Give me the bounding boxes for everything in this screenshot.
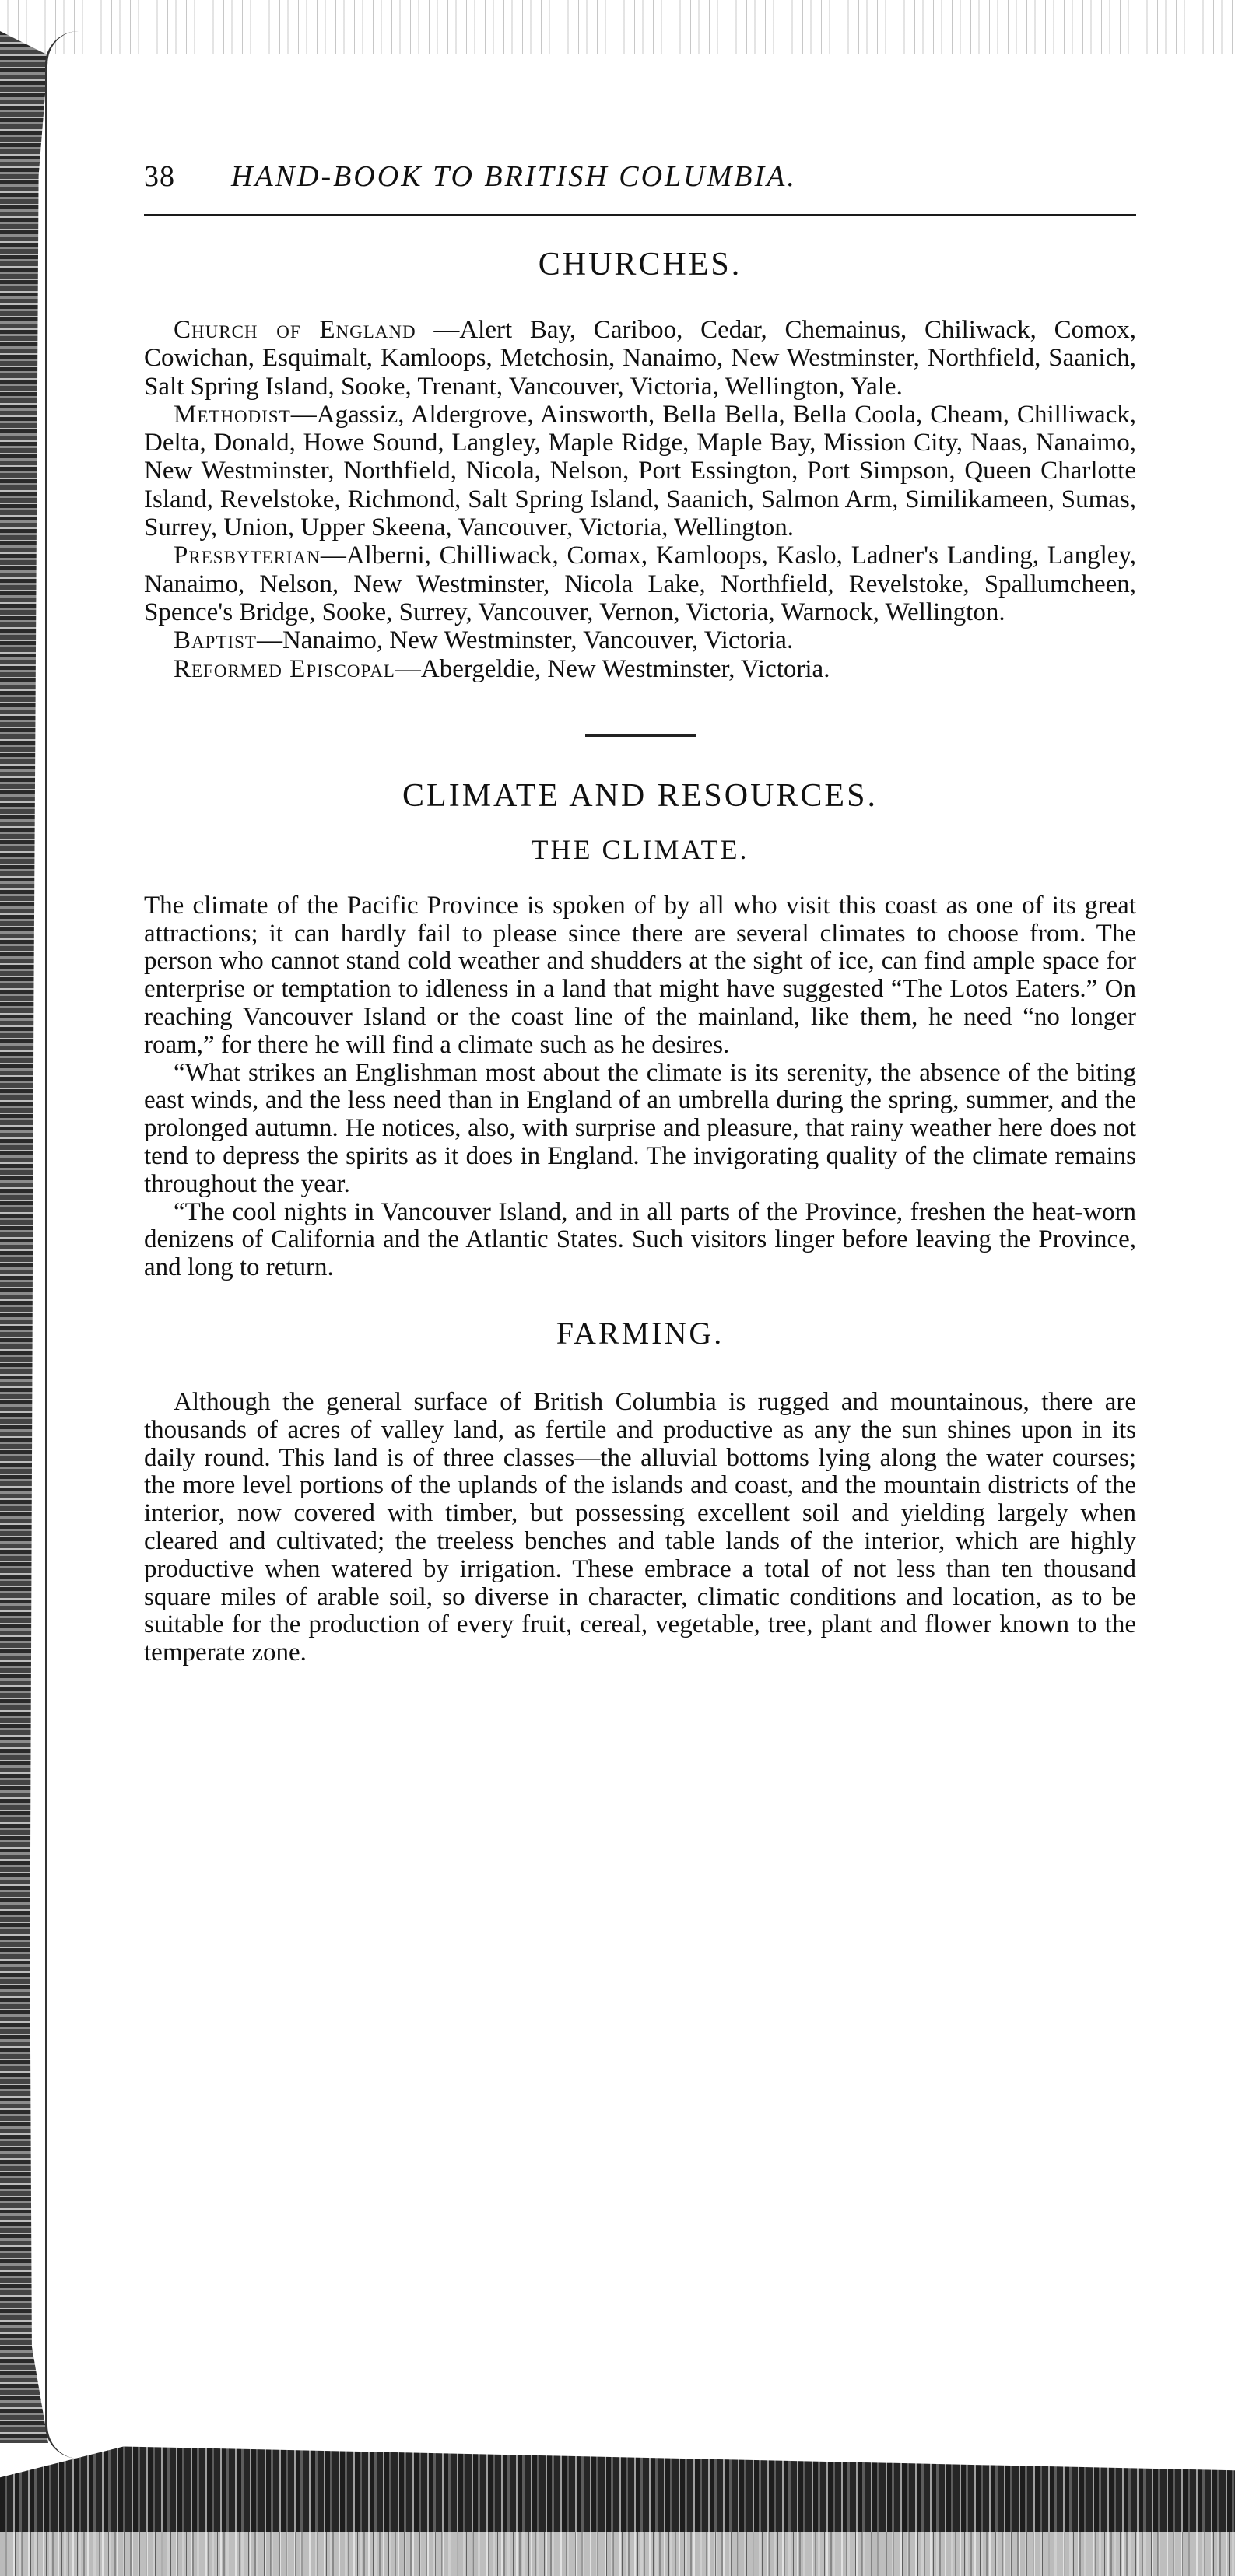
climate-resources-heading: CLIMATE AND RESOURCES. (402, 777, 878, 814)
climate-paragraph: “What strikes an Englishman most about the climate is its serenity, the absence of the biting east winds, and the less need than in England of an umbrella during the spring, summer, and the prolonged autumn. He notices, also, with surprise and pleasure, that rainy weather here does not tend to depress the spirits as it does in England. The invigorating quality of the climate remains throughout the year. (144, 1058, 1136, 1198)
farming-paragraph: Although the general surface of British Columbia is rugged and mountainous, there are thousands of acres of valley land, as fertile and productive as any the sun shines upon in its daily round. This land is of three classes—the alluvial bottoms lying along the water courses; the more level portions of the uplands of the islands and coast, and the mountain districts of the interior, now covered with timber, but possessing excellent soil and yielding largely when cleared and cultivated; the treeless benches and table lands of the interior, which are highly productive when watered by irrigation. These embrace a total of not less than ten thousand square miles of arable soil, so diverse in character, climatic conditions and location, as to be suitable for the production of every fruit, cereal, vegetable, tree, plant and flower known to the temperate zone. (144, 1388, 1136, 1667)
climate-paragraph: “The cool nights in Vancouver Island, and in all parts of the Province, freshen the heat-worn denizens of California and the Atlantic States. Such visitors linger before leaving the Province, and long to return. (144, 1197, 1136, 1282)
scan-edge-bottom-texture (0, 2532, 1235, 2576)
church-entry-baptist (144, 626, 1136, 654)
scan-edge-binding (0, 31, 48, 2443)
locations: —Alert Bay, Cariboo, Cedar, Chemainus, Chiliwack, Comox, Cowichan, Esquimalt, Kamloops, Metchosin, Nanaimo, New Westminster, Northfield, Saanich, Salt Spring Island, Sooke, Trenant, Vancouver, Victoria, Wellington, Yale. (144, 316, 1136, 401)
denomination: Baptist (174, 626, 257, 655)
church-entry-reformed-episcopal (144, 655, 1136, 683)
denomination: Methodist (174, 400, 291, 429)
farming-text (144, 1389, 1136, 1667)
page-number: 38 (144, 160, 175, 193)
churches-heading: CHURCHES. (538, 247, 742, 282)
churches-list (144, 316, 1136, 683)
locations: —Abergeldie, New Westminster, Victoria. (395, 654, 830, 683)
climate-text (144, 892, 1136, 1282)
climate-paragraph: The climate of the Pacific Province is spoken of by all who visit this coast as one of its great attractions; it can hardly fail to please since there are several climates to choose from. The person who cannot stand cold weather and shudders at the sight of ice, can find ample space for enterprise or temptation to idleness in a land that might have suggested “The Lotos Eaters.” On reaching Vancouver Island or the coast line of the mainland, like them, he need “no longer roam,” for there he will find a climate such as he desires. (144, 891, 1136, 1059)
binding-curve (45, 31, 79, 2459)
denomination: Reformed Episcopal (174, 654, 395, 683)
church-entry-anglican (144, 316, 1136, 401)
book-page (144, 159, 1136, 1667)
church-entry-presbyterian (144, 541, 1136, 626)
denomination: Presbyterian (174, 541, 321, 570)
scan-edge-top (0, 0, 1235, 54)
locations: —Alberni, Chilliwack, Comax, Kamloops, Kaslo, Ladner's Landing, Langley, Nanaimo, Nelson, New Westminster, Nicola Lake, Northfield, Revelstoke, Spallumcheen, Spence's Bridge, Sooke, Surrey, Vancouver, Vernon, Victoria, Warnock, Wellington. (144, 541, 1136, 626)
locations: —Agassiz, Aldergrove, Ainsworth, Bella Bella, Bella Coola, Cheam, Chilliwack, Delta, Donald, Howe Sound, Langley, Maple Ridge, Maple Bay, Mission City, Naas, Nanaimo, New Westminster, Northfield, Nicola, Nelson, Port Essington, Port Simpson, Queen Charlotte Island, Revelstoke, Richmond, Salt Spring Island, Saanich, Salmon Arm, Similikameen, Sumas, Surrey, Union, Upper Skeena, Vancouver, Victoria, Wellington. (144, 400, 1136, 542)
denomination: Church of England (174, 316, 416, 344)
church-entry-methodist (144, 401, 1136, 541)
running-head (144, 159, 1136, 216)
running-title: HAND-BOOK TO BRITISH COLUMBIA. (231, 160, 797, 193)
climate-subheading: THE CLIMATE. (531, 833, 749, 865)
section-divider (585, 734, 696, 737)
farming-heading: FARMING. (556, 1316, 725, 1351)
locations: —Nanaimo, New Westminster, Vancouver, Victoria. (256, 626, 794, 655)
